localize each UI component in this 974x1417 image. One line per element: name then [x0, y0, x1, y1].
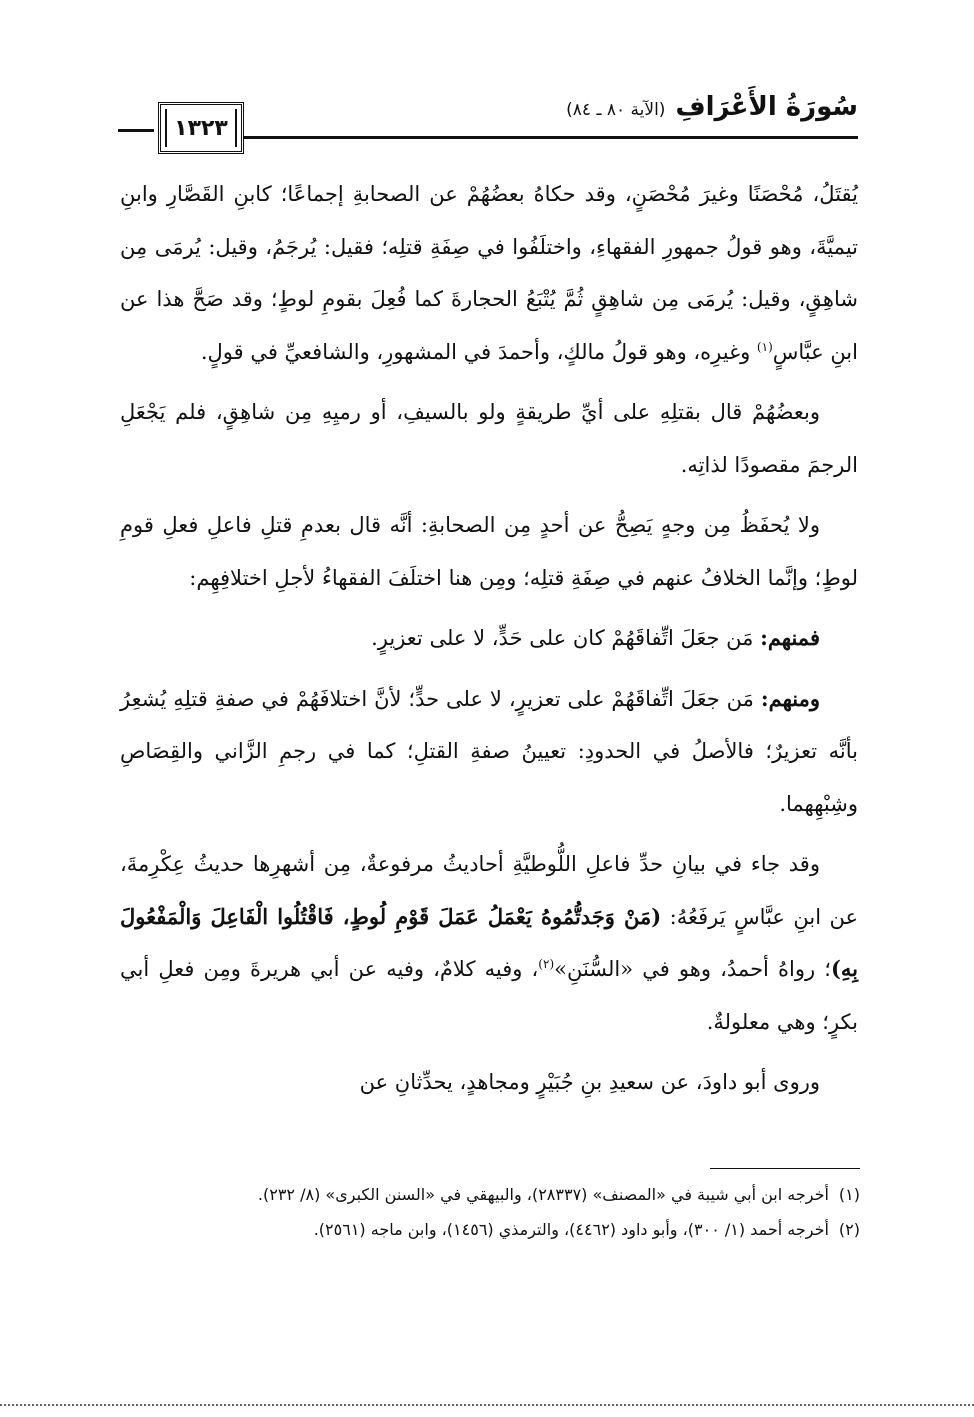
scan-edge-dots	[0, 1404, 974, 1408]
paragraph-5	[120, 673, 858, 831]
ayah-range: (الآية ٨٠ ـ ٨٤)	[566, 100, 666, 120]
paragraph-6-b: ؛ رواهُ أحمدُ، وهو في «السُّنَنِ»	[554, 957, 831, 981]
footnote-text: أخرجه ابن أبي شيبة في «المصنف» (٢٨٣٣٧)، والبيهقي في «السنن الكبرى» (٨/ ٢٣٢).	[257, 1185, 829, 1204]
footnote-number: (٢)	[838, 1220, 860, 1239]
paragraph-7: وروى أبو داودَ، عن سعيدِ بنِ جُبَيْرٍ ومجاهدٍ، يحدِّثانِ عن	[359, 1070, 820, 1094]
paragraph-1-tail: وغيرِه، وهو قولُ مالكٍ، وأحمدَ في المشهورِ، والشافعيِّ في قولٍ.	[200, 339, 751, 364]
paragraph-1	[120, 168, 858, 378]
footnote-2	[120, 1215, 860, 1244]
footnote-1	[120, 1180, 860, 1209]
paragraph-6	[120, 838, 858, 1048]
paragraph-5-text: مَن جعَلَ اتِّفاقَهُمْ على تعزيرٍ، لا على حدٍّ؛ لأنَّ اختلافَهُمْ في صفةِ قتلِهِ يُشعِرُ بأنَّه تعزيرٌ؛ فالأصلُ في الحدودِ: تعيينُ صفةِ القتلِ؛ كما في رجمِ الزَّاني والقِصَاصِ وشِبْهِهما.	[120, 686, 858, 816]
footnote-ref-2: (٢)	[538, 957, 555, 971]
paragraph-6-a: وقد جاء في بيانِ حدِّ فاعلِ اللُّوطيَّةِ أحاديثُ مرفوعةٌ، مِن أشهرِها حديثُ عِكْرِمةَ، عن ابنِ عبَّاسٍ يَرفَعُهُ:	[120, 852, 858, 929]
footnote-number: (١)	[838, 1185, 860, 1204]
paragraph-6-c: ، وفيه كلامٌ، وفيه عن أبي هريرةَ ومِن فعلِ أبي بكرٍ؛ وهي معلولةٌ.	[120, 957, 858, 1034]
paragraph-5-lead: ومنهم:	[760, 685, 820, 711]
footnote-text: أخرجه أحمد (١/ ٣٠٠)، وأبو داود (٤٤٦٢)، والترمذي (١٤٥٦)، وابن ماجه (٢٥٦١).	[313, 1220, 829, 1239]
paragraph-4-text: مَن جعَلَ اتِّفاقَهُمْ كان على حَدٍّ، لا على تعزيرٍ.	[371, 626, 754, 650]
surah-name: سُورَةُ الأَعْرَافِ	[675, 92, 858, 122]
main-text	[120, 168, 858, 1109]
paragraph-1-text: يُقتَلُ، مُحْصَنًا وغيرَ مُحْصَنٍ، وقد حكاهُ بعضُهُمْ عن الصحابةِ إجماعًا؛ كابنِ القَصَّارِ وابنِ تيميَّةَ، وهو قولُ جمهورِ الفقهاءِ، واختلَفُوا في صِفَةِ قتلِه؛ فقيل: يُرجَمُ، وقيل: يُرمَى مِن شاهِقٍ، وقيل: يُرمَى مِن شاهِقٍ ثُمَّ يُتْبَعُ الحجارةَ كما فُعِلَ بقومِ لوطٍ؛ وقد صَحَّ هذا عن ابنِ عبَّاسٍ	[120, 182, 858, 364]
paragraph-2: وبعضُهُمْ قال بقتلِهِ على أيِّ طريقةٍ ولو بالسيفِ، أو رميِهِ مِن شاهِقٍ، فلم يَجْعَلِ الرجمَ مقصودًا لذاتِه.	[120, 400, 858, 477]
page-number: ١٣٢٣	[158, 102, 244, 154]
paragraph-4	[120, 612, 858, 665]
header-rule-left	[118, 129, 154, 132]
running-title	[566, 92, 858, 122]
footnote-separator	[710, 1168, 860, 1169]
page-header	[118, 92, 858, 154]
footnote-ref-1: (١)	[756, 339, 773, 354]
header-rule	[240, 136, 858, 139]
footnotes	[120, 1180, 860, 1250]
paragraph-3: ولا يُحفَظُ مِن وجهٍ يَصِحُّ عن أحدٍ مِن الصحابةِ: أنَّه قال بعدمِ قتلِ فاعلِ فعلِ قومِ لوطٍ؛ وإنَّما الخلافُ عنهم في صِفَةِ قتلِه؛ ومِن هنا اختلَفَ الفقهاءُ لأجلِ اختلافِهِم:	[120, 513, 858, 590]
hadith-quote: (مَنْ وَجَدتُّمُوهُ يَعْمَلُ عَمَلَ قَوْمِ لُوطٍ، فَاقْتُلُوا الْفَاعِلَ وَالْمَفْعُولَ بِهِ)	[120, 903, 858, 981]
paragraph-4-lead: فمنهم:	[760, 625, 820, 650]
